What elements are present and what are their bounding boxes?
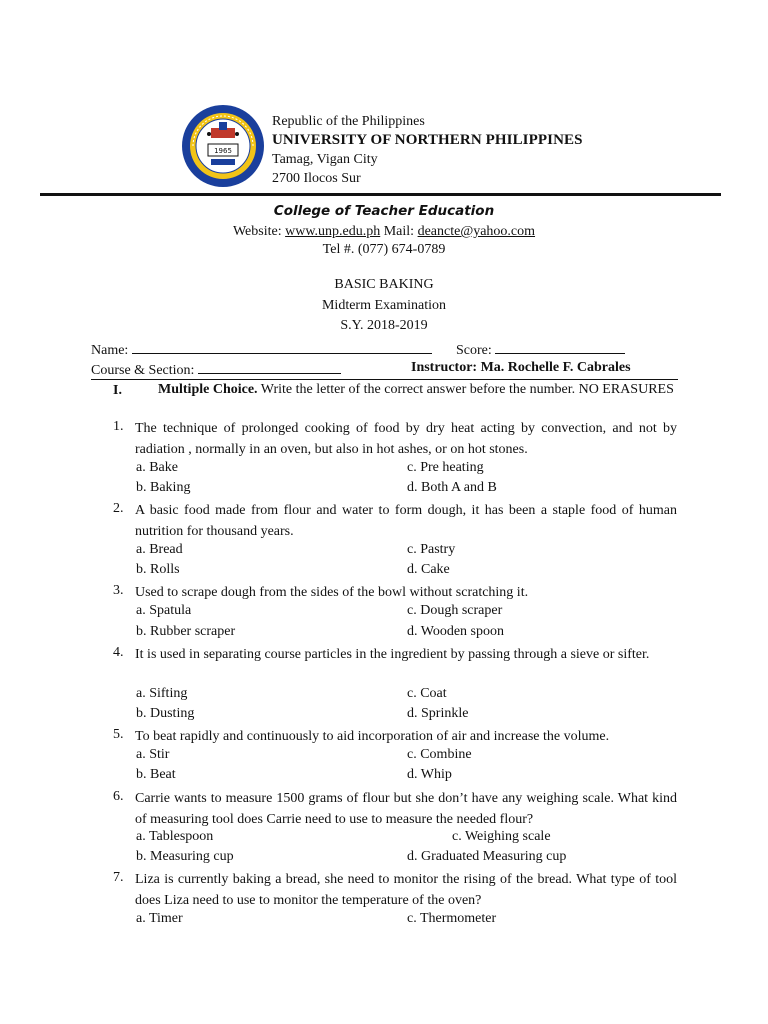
section-instructions <box>158 381 677 399</box>
option: d. Graduated Measuring cup <box>407 849 567 864</box>
mail-link[interactable]: deancte@yahoo.com <box>417 224 536 239</box>
option: c. Pre heating <box>407 460 484 475</box>
question-number: 5. <box>113 727 124 742</box>
info-divider <box>91 379 678 380</box>
name-label: Name: <box>91 343 129 358</box>
republic-line: Republic of the Philippines <box>272 114 425 129</box>
svg-text:1965: 1965 <box>214 147 232 155</box>
option: a. Spatula <box>136 603 192 618</box>
score-field[interactable] <box>456 340 625 359</box>
name-field[interactable] <box>91 340 432 359</box>
question-text: A basic food made from flour and water to form dough, it has been a staple food of human nutrition for thousand years. <box>135 503 677 539</box>
question-number: 3. <box>113 583 124 598</box>
option: d. Wooden spoon <box>407 624 505 639</box>
question-number: 7. <box>113 870 124 885</box>
exam-subject: BASIC BAKING <box>334 277 434 292</box>
website-link[interactable]: www.unp.edu.ph <box>285 224 381 239</box>
question-number: 2. <box>113 501 124 516</box>
header-divider <box>40 193 721 196</box>
contact-line <box>0 224 768 240</box>
instructor-name: Instructor: Ma. Rochelle F. Cabrales <box>411 360 631 375</box>
option: c. Dough scraper <box>407 603 503 618</box>
address-line-2: 2700 Ilocos Sur <box>272 171 361 186</box>
option: c. Thermometer <box>407 911 497 926</box>
option: a. Sifting <box>136 686 188 701</box>
option: b. Beat <box>136 767 176 782</box>
question-text: The technique of prolonged cooking of food by dry heat acting by convection, and not by radiation , normally in an oven, but also in hot ashes, or on hot stones. <box>135 421 677 457</box>
exam-type: Midterm Examination <box>321 298 447 313</box>
course-label: Course & Section: <box>91 363 195 378</box>
option: a. Bread <box>136 542 183 557</box>
option: d. Cake <box>407 562 450 577</box>
question-text: Used to scrape dough from the sides of the bowl without scratching it. <box>135 585 529 600</box>
tel-line: Tel #. (077) 674-0789 <box>322 242 446 257</box>
option: a. Tablespoon <box>136 829 214 844</box>
website-label: Website: <box>232 224 282 239</box>
option: a. Timer <box>136 911 183 926</box>
option: b. Dusting <box>136 706 195 721</box>
university-seal-icon <box>181 104 265 188</box>
option: c. Weighing scale <box>452 829 551 844</box>
option: d. Both A and B <box>407 480 497 495</box>
option: b. Baking <box>136 480 191 495</box>
question-number: 6. <box>113 789 124 804</box>
option: c. Combine <box>407 747 472 762</box>
course-blank[interactable] <box>198 360 341 374</box>
option: b. Rubber scraper <box>136 624 236 639</box>
option: d. Whip <box>407 767 452 782</box>
option: b. Rolls <box>136 562 180 577</box>
score-label: Score: <box>456 343 492 358</box>
section-text: Write the letter of the correct answer before the number. NO ERASURES <box>260 382 674 397</box>
question-number: 4. <box>113 645 124 660</box>
university-name: UNIVERSITY OF NORTHERN PHILIPPINES <box>272 132 583 148</box>
option: c. Pastry <box>407 542 456 557</box>
option: a. Bake <box>136 460 178 475</box>
question-text: Carrie wants to measure 1500 grams of flour but she don’t have any weighing scale. What kind of measuring tool does Carrie need to use to measure the needed flour? <box>135 791 677 827</box>
course-field[interactable] <box>91 360 341 379</box>
school-year: S.Y. 2018-2019 <box>340 318 428 333</box>
address-line-1: Tamag, Vigan City <box>272 152 378 167</box>
option: d. Sprinkle <box>407 706 469 721</box>
question-text: It is used in separating course particles in the ingredient by passing through a sieve or sifter. <box>135 647 650 662</box>
name-blank[interactable] <box>132 340 432 354</box>
section-title: Multiple Choice. <box>158 382 258 397</box>
option: c. Coat <box>407 686 447 701</box>
question-number: 1. <box>113 419 124 434</box>
section-number: I. <box>113 383 122 398</box>
score-blank[interactable] <box>495 340 625 354</box>
mail-label: Mail: <box>383 224 415 239</box>
university-header <box>272 112 583 188</box>
option: b. Measuring cup <box>136 849 234 864</box>
question-text: Liza is currently baking a bread, she need to monitor the rising of the bread. What type of tool does Liza need to use to monitor the temperature of the oven? <box>135 872 677 908</box>
college-name: College of Teacher Education <box>273 203 495 219</box>
option: a. Stir <box>136 747 170 762</box>
question-text: To beat rapidly and continuously to aid incorporation of air and increase the volume. <box>135 729 610 744</box>
